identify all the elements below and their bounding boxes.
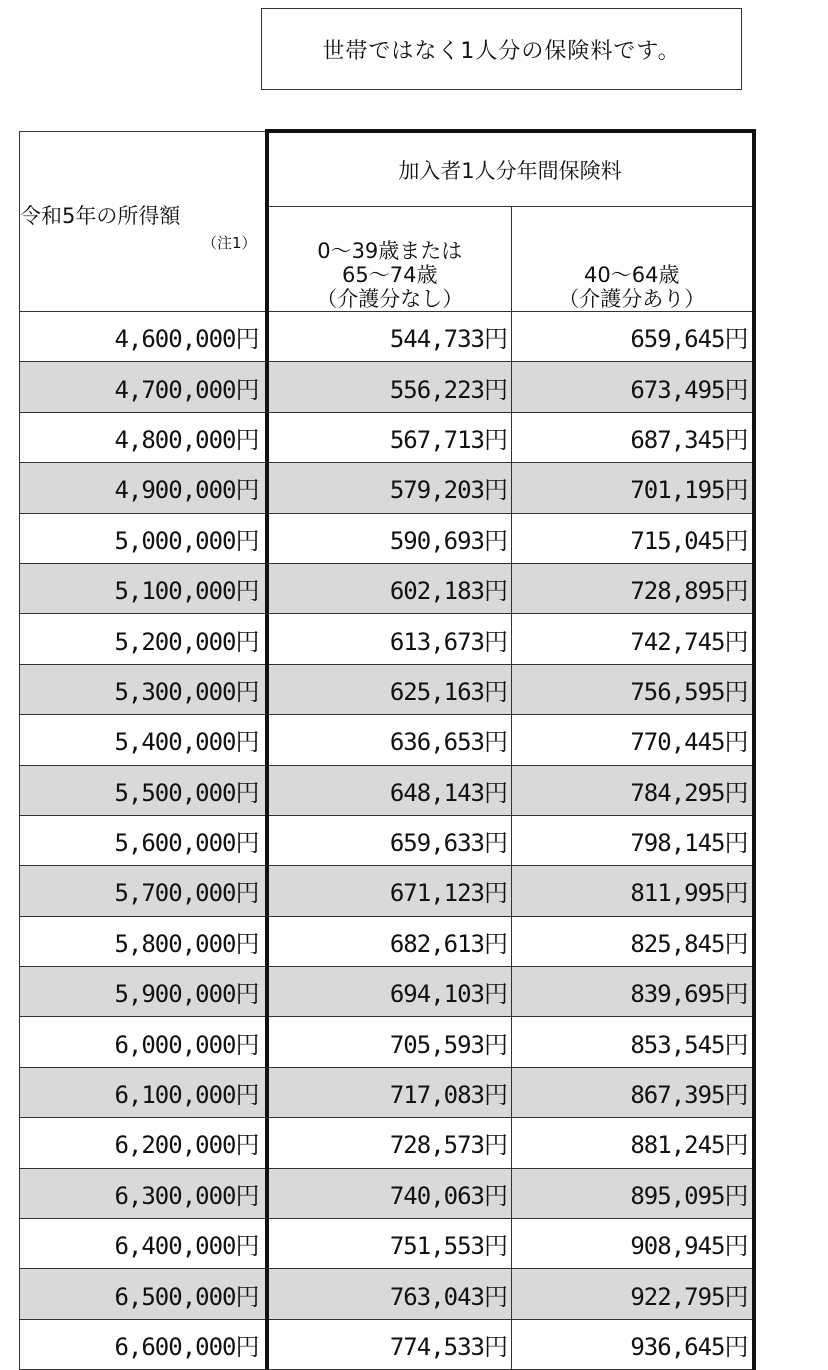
income-cell: 5,500,000円 <box>20 765 267 815</box>
premium-with-care-cell: 936,645円 <box>512 1319 754 1369</box>
per-person-note: 世帯ではなく1人分の保険料です。 <box>261 8 742 90</box>
premium-with-care-cell: 742,745円 <box>512 614 754 664</box>
income-cell: 5,300,000円 <box>20 664 267 714</box>
income-cell: 5,100,000円 <box>20 563 267 613</box>
table-row <box>20 614 754 664</box>
premium-with-care-cell: 659,645円 <box>512 312 754 362</box>
premium-no-care-cell: 648,143円 <box>267 765 512 815</box>
premium-with-care-cell: 895,095円 <box>512 1168 754 1218</box>
income-cell: 6,000,000円 <box>20 1017 267 1067</box>
table-row <box>20 765 754 815</box>
table-row <box>20 563 754 613</box>
income-cell: 6,100,000円 <box>20 1067 267 1117</box>
income-cell: 5,400,000円 <box>20 715 267 765</box>
premium-with-care-cell: 881,245円 <box>512 1118 754 1168</box>
table-row <box>20 866 754 916</box>
premium-with-care-cell: 728,895円 <box>512 563 754 613</box>
table-row <box>20 815 754 865</box>
income-cell: 4,900,000円 <box>20 463 267 513</box>
col-header-no-care-line1: 0～39歳または <box>317 239 463 263</box>
premium-no-care-cell: 659,633円 <box>267 815 512 865</box>
premium-no-care-cell: 705,593円 <box>267 1017 512 1067</box>
table-row <box>20 1269 754 1319</box>
premium-no-care-cell: 567,713円 <box>267 412 512 462</box>
col-header-with-care <box>512 207 754 312</box>
premium-no-care-cell: 671,123円 <box>267 866 512 916</box>
premium-no-care-cell: 556,223円 <box>267 362 512 412</box>
table-row <box>20 362 754 412</box>
income-cell: 6,300,000円 <box>20 1168 267 1218</box>
premium-no-care-cell: 728,573円 <box>267 1118 512 1168</box>
premium-no-care-cell: 717,083円 <box>267 1067 512 1117</box>
income-cell: 6,400,000円 <box>20 1219 267 1269</box>
premium-no-care-cell: 625,163円 <box>267 664 512 714</box>
income-header <box>20 131 267 312</box>
premium-with-care-cell: 922,795円 <box>512 1269 754 1319</box>
income-cell: 4,800,000円 <box>20 412 267 462</box>
table-row <box>20 513 754 563</box>
table-row <box>20 664 754 714</box>
premium-no-care-cell: 694,103円 <box>267 967 512 1017</box>
premium-with-care-cell: 798,145円 <box>512 815 754 865</box>
table-body <box>20 312 754 1370</box>
income-header-label: 令和5年の所得額 <box>20 203 181 228</box>
income-cell: 5,000,000円 <box>20 513 267 563</box>
col-header-no-care-line2: 65～74歳 <box>342 263 438 287</box>
income-cell: 5,700,000円 <box>20 866 267 916</box>
income-cell: 6,600,000円 <box>20 1319 267 1369</box>
income-cell: 6,200,000円 <box>20 1118 267 1168</box>
table-row <box>20 1067 754 1117</box>
income-cell: 6,500,000円 <box>20 1269 267 1319</box>
premium-with-care-cell: 687,345円 <box>512 412 754 462</box>
premium-no-care-cell: 763,043円 <box>267 1269 512 1319</box>
premium-no-care-cell: 590,693円 <box>267 513 512 563</box>
premium-no-care-cell: 751,553円 <box>267 1219 512 1269</box>
table-row <box>20 715 754 765</box>
col-header-with-care-line1: 40～64歳 <box>584 263 680 287</box>
premium-with-care-cell: 756,595円 <box>512 664 754 714</box>
table-row <box>20 1168 754 1218</box>
income-cell: 5,600,000円 <box>20 815 267 865</box>
premium-with-care-cell: 673,495円 <box>512 362 754 412</box>
table-row <box>20 463 754 513</box>
table-row <box>20 916 754 966</box>
premium-with-care-cell: 811,995円 <box>512 866 754 916</box>
premium-with-care-cell: 908,945円 <box>512 1219 754 1269</box>
table-row <box>20 1319 754 1369</box>
premium-no-care-cell: 602,183円 <box>267 563 512 613</box>
premium-with-care-cell: 867,395円 <box>512 1067 754 1117</box>
income-cell: 4,700,000円 <box>20 362 267 412</box>
premium-with-care-cell: 839,695円 <box>512 967 754 1017</box>
premium-no-care-cell: 613,673円 <box>267 614 512 664</box>
table-row <box>20 1219 754 1269</box>
premium-with-care-cell: 770,445円 <box>512 715 754 765</box>
premium-no-care-cell: 774,533円 <box>267 1319 512 1369</box>
premium-with-care-cell: 701,195円 <box>512 463 754 513</box>
table-row <box>20 312 754 362</box>
income-cell: 5,200,000円 <box>20 614 267 664</box>
income-cell: 4,600,000円 <box>20 312 267 362</box>
annual-premium-header: 加入者1人分年間保険料 <box>267 131 754 207</box>
table-row <box>20 1017 754 1067</box>
premium-with-care-cell: 715,045円 <box>512 513 754 563</box>
income-cell: 5,800,000円 <box>20 916 267 966</box>
col-header-no-care-line3: （介護分なし） <box>316 287 464 311</box>
premium-no-care-cell: 682,613円 <box>267 916 512 966</box>
premium-no-care-cell: 740,063円 <box>267 1168 512 1218</box>
premium-no-care-cell: 544,733円 <box>267 312 512 362</box>
premium-with-care-cell: 853,545円 <box>512 1017 754 1067</box>
table-row <box>20 967 754 1017</box>
table-row <box>20 1118 754 1168</box>
income-header-note: （注1） <box>201 233 257 252</box>
premium-no-care-cell: 579,203円 <box>267 463 512 513</box>
col-header-no-care <box>267 207 512 312</box>
premium-with-care-cell: 825,845円 <box>512 916 754 966</box>
col-header-with-care-line2: （介護分あり） <box>558 287 706 311</box>
premium-table <box>19 129 756 1370</box>
premium-with-care-cell: 784,295円 <box>512 765 754 815</box>
income-cell: 5,900,000円 <box>20 967 267 1017</box>
premium-no-care-cell: 636,653円 <box>267 715 512 765</box>
table-row <box>20 412 754 462</box>
